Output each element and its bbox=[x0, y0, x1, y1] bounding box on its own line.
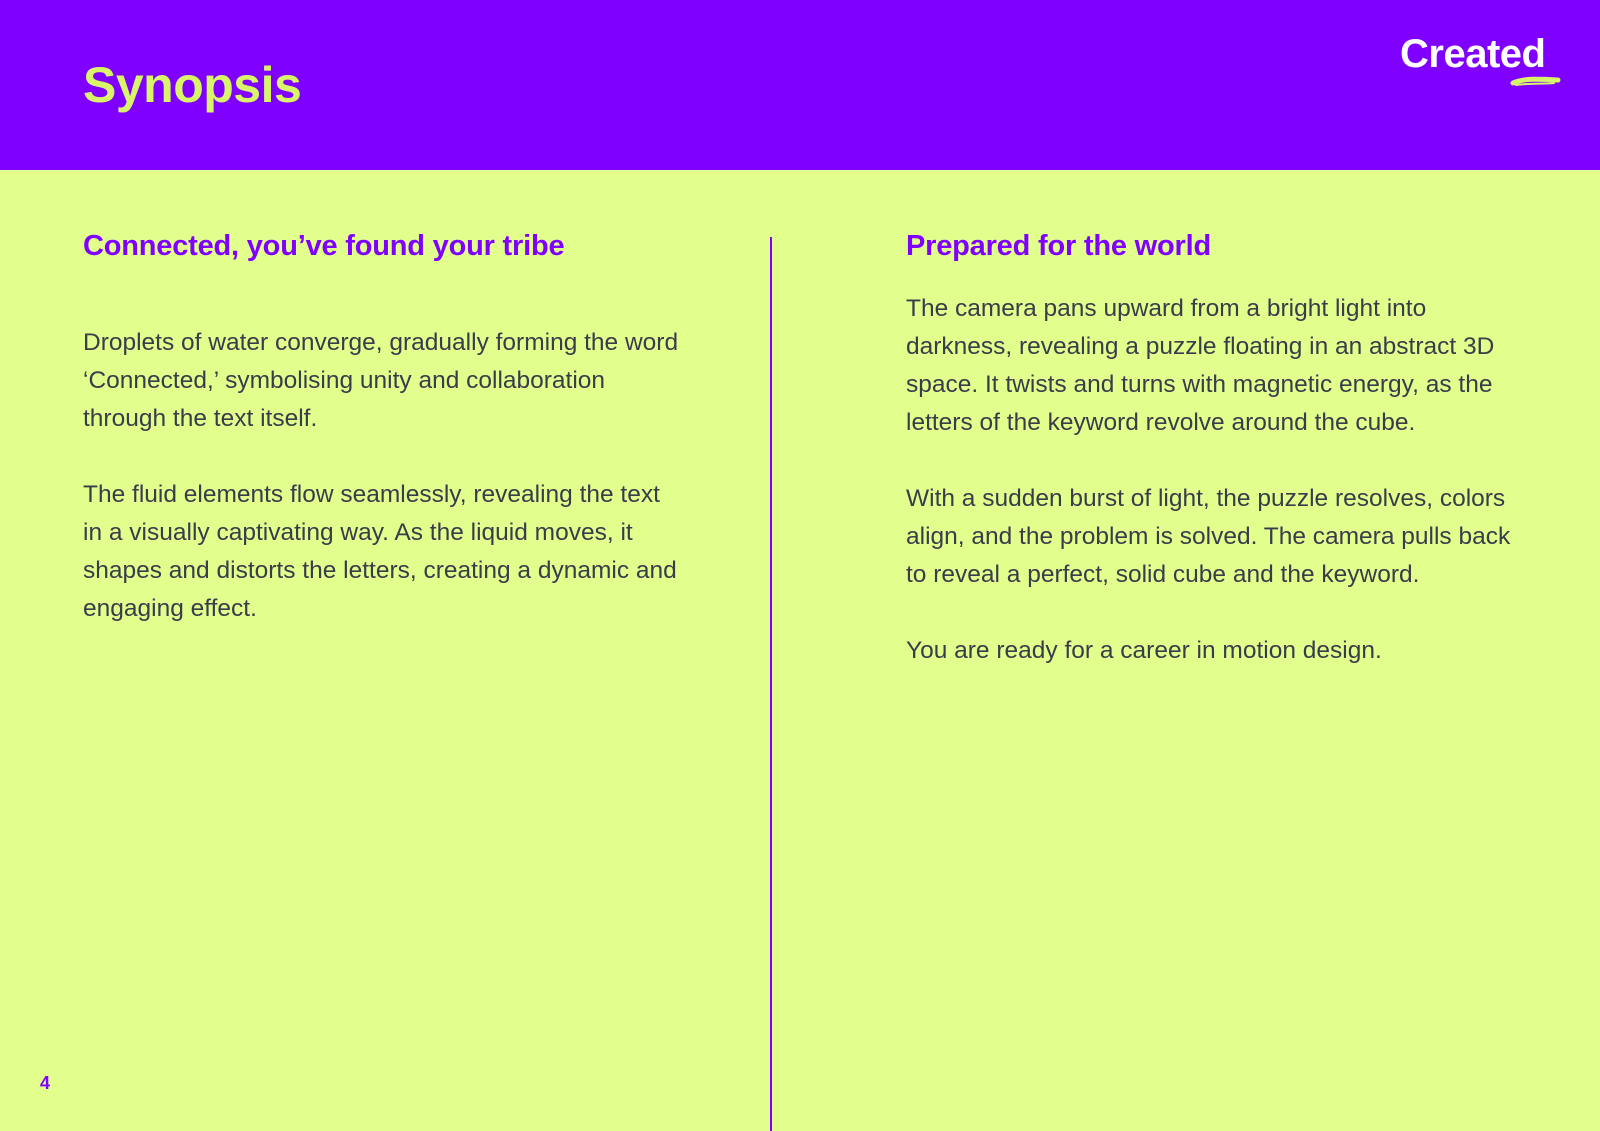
logo-underline-icon bbox=[1510, 74, 1562, 88]
logo-wordmark: Created bbox=[1400, 32, 1546, 76]
right-paragraph: The camera pans upward from a bright light into darkness, revealing a puzzle floating in an abstract 3D space. It twists and turns with magnetic energy, as the letters of the keyword revolve around the cube. bbox=[906, 294, 1495, 436]
brand-logo bbox=[1400, 30, 1570, 84]
left-heading: Connected, you’ve found your tribe bbox=[83, 230, 565, 262]
column-divider bbox=[770, 237, 772, 1131]
left-paragraph: Droplets of water converge, gradually forming the word ‘Connected,’ symbolising unity and collaboration through the text itself. bbox=[83, 328, 679, 432]
left-column bbox=[83, 228, 683, 628]
right-paragraph: With a sudden burst of light, the puzzle resolves, colors align, and the problem is solved. The camera pulls back to reveal a perfect, solid cube and the keyword. bbox=[906, 484, 1511, 588]
right-heading: Prepared for the world bbox=[906, 230, 1211, 262]
left-paragraph: The fluid elements flow seamlessly, revealing the text in a visually captivating way. As the liquid moves, it shapes and distorts the letters, creating a dynamic and engaging effect. bbox=[83, 480, 677, 622]
page-title: Synopsis bbox=[83, 57, 302, 113]
right-column bbox=[906, 228, 1526, 670]
right-paragraph: You are ready for a career in motion design. bbox=[906, 636, 1382, 664]
page-number: 4 bbox=[40, 1073, 51, 1093]
header-banner bbox=[0, 0, 1600, 170]
